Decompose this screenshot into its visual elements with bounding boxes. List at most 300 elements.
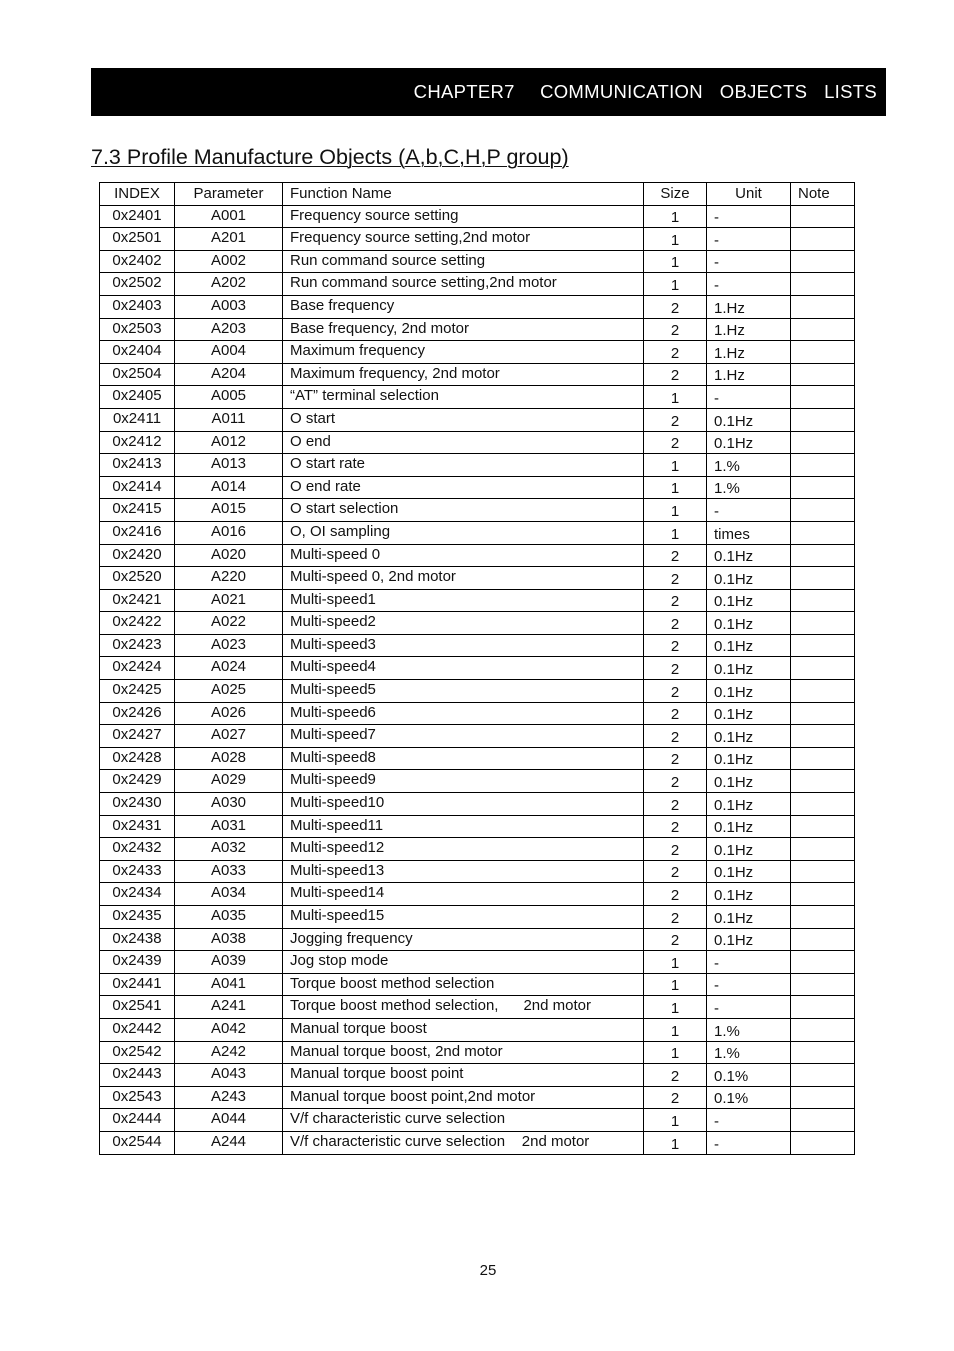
cell-size: 1 [644, 476, 707, 499]
table-row [100, 1018, 855, 1041]
cell-function-name: O, OI sampling [283, 521, 644, 544]
cell-parameter: A032 [175, 838, 283, 861]
cell-unit: 0.1Hz [707, 657, 791, 680]
table-row [100, 793, 855, 816]
cell-note [791, 951, 855, 974]
cell-index: 0x2402 [100, 250, 175, 273]
column-header-index: INDEX [100, 183, 175, 206]
table-row [100, 1086, 855, 1109]
cell-parameter: A220 [175, 567, 283, 590]
cell-size: 2 [644, 725, 707, 748]
cell-parameter: A003 [175, 295, 283, 318]
table-row [100, 544, 855, 567]
cell-note [791, 1086, 855, 1109]
cell-size: 1 [644, 386, 707, 409]
table-row [100, 408, 855, 431]
cell-function-name: Torque boost method selection, 2nd motor [283, 996, 644, 1019]
cell-note [791, 634, 855, 657]
cell-size: 2 [644, 838, 707, 861]
column-header-size: Size [644, 183, 707, 206]
cell-parameter: A038 [175, 928, 283, 951]
cell-note [791, 295, 855, 318]
table-row [100, 906, 855, 929]
cell-unit: 0.1Hz [707, 431, 791, 454]
cell-size: 2 [644, 341, 707, 364]
cell-size: 1 [644, 273, 707, 296]
cell-unit: 0.1Hz [707, 612, 791, 635]
cell-size: 1 [644, 454, 707, 477]
column-header-note: Note [791, 183, 855, 206]
cell-function-name: Multi-speed10 [283, 793, 644, 816]
cell-size: 1 [644, 973, 707, 996]
cell-function-name: Multi-speed5 [283, 680, 644, 703]
cell-parameter: A013 [175, 454, 283, 477]
cell-unit: times [707, 521, 791, 544]
cell-size: 1 [644, 1018, 707, 1041]
cell-index: 0x2421 [100, 589, 175, 612]
cell-size: 2 [644, 657, 707, 680]
table-row [100, 205, 855, 228]
cell-note [791, 228, 855, 251]
cell-note [791, 1041, 855, 1064]
cell-function-name: Jogging frequency [283, 928, 644, 951]
cell-index: 0x2428 [100, 747, 175, 770]
cell-function-name: Multi-speed14 [283, 883, 644, 906]
cell-parameter: A033 [175, 860, 283, 883]
cell-unit: 0.1Hz [707, 544, 791, 567]
cell-note [791, 318, 855, 341]
cell-function-name: Maximum frequency [283, 341, 644, 364]
table-row [100, 725, 855, 748]
cell-function-name: Frequency source setting,2nd motor [283, 228, 644, 251]
cell-parameter: A042 [175, 1018, 283, 1041]
cell-unit: - [707, 250, 791, 273]
column-header-function-name: Function Name [283, 183, 644, 206]
cell-size: 2 [644, 793, 707, 816]
cell-size: 2 [644, 544, 707, 567]
cell-note [791, 386, 855, 409]
cell-unit: 1.Hz [707, 363, 791, 386]
cell-note [791, 883, 855, 906]
table-row [100, 1131, 855, 1154]
cell-note [791, 702, 855, 725]
cell-note [791, 906, 855, 929]
cell-function-name: O end rate [283, 476, 644, 499]
cell-index: 0x2404 [100, 341, 175, 364]
cell-index: 0x2503 [100, 318, 175, 341]
cell-parameter: A242 [175, 1041, 283, 1064]
cell-function-name: V/f characteristic curve selection [283, 1109, 644, 1132]
cell-size: 2 [644, 318, 707, 341]
cell-index: 0x2427 [100, 725, 175, 748]
cell-unit: 0.1Hz [707, 770, 791, 793]
cell-function-name: Multi-speed9 [283, 770, 644, 793]
cell-size: 1 [644, 996, 707, 1019]
table-row [100, 680, 855, 703]
cell-unit: 0.1Hz [707, 589, 791, 612]
cell-index: 0x2420 [100, 544, 175, 567]
cell-index: 0x2438 [100, 928, 175, 951]
cell-function-name: “AT” terminal selection [283, 386, 644, 409]
table-row [100, 386, 855, 409]
cell-parameter: A024 [175, 657, 283, 680]
cell-index: 0x2441 [100, 973, 175, 996]
cell-function-name: O start [283, 408, 644, 431]
cell-unit: 0.1Hz [707, 906, 791, 929]
cell-parameter: A243 [175, 1086, 283, 1109]
cell-unit: 0.1Hz [707, 725, 791, 748]
cell-size: 2 [644, 860, 707, 883]
cell-unit: 0.1Hz [707, 567, 791, 590]
cell-size: 1 [644, 228, 707, 251]
cell-index: 0x2442 [100, 1018, 175, 1041]
cell-parameter: A016 [175, 521, 283, 544]
table-row [100, 951, 855, 974]
cell-index: 0x2504 [100, 363, 175, 386]
cell-unit: 0.1Hz [707, 702, 791, 725]
cell-parameter: A014 [175, 476, 283, 499]
cell-unit: - [707, 499, 791, 522]
table-row [100, 1109, 855, 1132]
cell-parameter: A002 [175, 250, 283, 273]
cell-index: 0x2541 [100, 996, 175, 1019]
cell-size: 2 [644, 747, 707, 770]
table-row [100, 838, 855, 861]
cell-size: 1 [644, 250, 707, 273]
cell-index: 0x2435 [100, 906, 175, 929]
cell-parameter: A025 [175, 680, 283, 703]
cell-index: 0x2411 [100, 408, 175, 431]
chapter-header-bar [91, 68, 886, 116]
cell-unit: 0.1% [707, 1086, 791, 1109]
cell-index: 0x2403 [100, 295, 175, 318]
table-row [100, 499, 855, 522]
cell-note [791, 589, 855, 612]
cell-parameter: A001 [175, 205, 283, 228]
cell-parameter: A044 [175, 1109, 283, 1132]
cell-note [791, 680, 855, 703]
cell-parameter: A011 [175, 408, 283, 431]
cell-note [791, 747, 855, 770]
table-row [100, 431, 855, 454]
cell-parameter: A034 [175, 883, 283, 906]
column-header-unit: Unit [707, 183, 791, 206]
cell-size: 2 [644, 612, 707, 635]
table-row [100, 521, 855, 544]
cell-unit: - [707, 205, 791, 228]
table-row [100, 589, 855, 612]
cell-size: 1 [644, 1131, 707, 1154]
cell-unit: 1.Hz [707, 341, 791, 364]
cell-function-name: Base frequency [283, 295, 644, 318]
cell-function-name: Multi-speed13 [283, 860, 644, 883]
cell-function-name: O start rate [283, 454, 644, 477]
cell-function-name: Manual torque boost point [283, 1064, 644, 1087]
cell-size: 2 [644, 1064, 707, 1087]
cell-index: 0x2425 [100, 680, 175, 703]
cell-function-name: Multi-speed3 [283, 634, 644, 657]
cell-unit: 1.% [707, 1041, 791, 1064]
cell-index: 0x2416 [100, 521, 175, 544]
cell-note [791, 454, 855, 477]
cell-parameter: A028 [175, 747, 283, 770]
table-row [100, 747, 855, 770]
cell-unit: 0.1% [707, 1064, 791, 1087]
table-row [100, 341, 855, 364]
cell-index: 0x2520 [100, 567, 175, 590]
cell-unit: 0.1Hz [707, 928, 791, 951]
cell-unit: 1.% [707, 1018, 791, 1041]
cell-size: 2 [644, 589, 707, 612]
cell-note [791, 815, 855, 838]
cell-function-name: Multi-speed12 [283, 838, 644, 861]
cell-index: 0x2443 [100, 1064, 175, 1087]
cell-unit: - [707, 951, 791, 974]
cell-size: 2 [644, 408, 707, 431]
cell-index: 0x2412 [100, 431, 175, 454]
cell-index: 0x2433 [100, 860, 175, 883]
cell-unit: - [707, 996, 791, 1019]
cell-parameter: A039 [175, 951, 283, 974]
cell-unit: - [707, 228, 791, 251]
cell-parameter: A204 [175, 363, 283, 386]
table-row [100, 273, 855, 296]
cell-index: 0x2543 [100, 1086, 175, 1109]
cell-index: 0x2423 [100, 634, 175, 657]
chapter-title: CHAPTER7 COMMUNICATION OBJECTS LISTS [413, 81, 877, 102]
cell-parameter: A031 [175, 815, 283, 838]
cell-size: 1 [644, 1041, 707, 1064]
cell-note [791, 725, 855, 748]
cell-index: 0x2426 [100, 702, 175, 725]
cell-note [791, 928, 855, 951]
cell-index: 0x2502 [100, 273, 175, 296]
cell-unit: 1.% [707, 454, 791, 477]
cell-function-name: Manual torque boost, 2nd motor [283, 1041, 644, 1064]
cell-note [791, 273, 855, 296]
cell-size: 2 [644, 815, 707, 838]
cell-function-name: Run command source setting,2nd motor [283, 273, 644, 296]
cell-function-name: Manual torque boost point,2nd motor [283, 1086, 644, 1109]
cell-size: 2 [644, 680, 707, 703]
table-row [100, 363, 855, 386]
table-row [100, 476, 855, 499]
cell-note [791, 408, 855, 431]
cell-note [791, 770, 855, 793]
table-row [100, 612, 855, 635]
cell-index: 0x2422 [100, 612, 175, 635]
cell-parameter: A043 [175, 1064, 283, 1087]
cell-size: 2 [644, 295, 707, 318]
cell-note [791, 205, 855, 228]
cell-size: 2 [644, 567, 707, 590]
table-row [100, 295, 855, 318]
cell-index: 0x2430 [100, 793, 175, 816]
cell-parameter: A030 [175, 793, 283, 816]
table-body [100, 205, 855, 1154]
cell-parameter: A022 [175, 612, 283, 635]
cell-unit: 0.1Hz [707, 747, 791, 770]
cell-function-name: O end [283, 431, 644, 454]
cell-function-name: Multi-speed 0 [283, 544, 644, 567]
cell-note [791, 567, 855, 590]
table-row [100, 454, 855, 477]
table-row [100, 996, 855, 1019]
cell-parameter: A201 [175, 228, 283, 251]
cell-function-name: Torque boost method selection [283, 973, 644, 996]
cell-unit: 0.1Hz [707, 408, 791, 431]
cell-unit: - [707, 386, 791, 409]
cell-parameter: A023 [175, 634, 283, 657]
table-row [100, 702, 855, 725]
cell-function-name: Multi-speed 0, 2nd motor [283, 567, 644, 590]
cell-parameter: A015 [175, 499, 283, 522]
cell-index: 0x2431 [100, 815, 175, 838]
table-row [100, 973, 855, 996]
section-title: 7.3 Profile Manufacture Objects (A,b,C,H,P group) [91, 145, 569, 169]
cell-function-name: Manual torque boost [283, 1018, 644, 1041]
cell-note [791, 476, 855, 499]
table-header-row [100, 183, 855, 206]
cell-note [791, 1064, 855, 1087]
cell-parameter: A244 [175, 1131, 283, 1154]
cell-function-name: O start selection [283, 499, 644, 522]
table-row [100, 1041, 855, 1064]
cell-size: 2 [644, 1086, 707, 1109]
cell-index: 0x2501 [100, 228, 175, 251]
table-row [100, 928, 855, 951]
cell-unit: 0.1Hz [707, 634, 791, 657]
table-row [100, 860, 855, 883]
cell-unit: 1.Hz [707, 295, 791, 318]
cell-function-name: Frequency source setting [283, 205, 644, 228]
cell-parameter: A035 [175, 906, 283, 929]
cell-parameter: A012 [175, 431, 283, 454]
cell-index: 0x2413 [100, 454, 175, 477]
cell-unit: 0.1Hz [707, 860, 791, 883]
cell-index: 0x2414 [100, 476, 175, 499]
cell-note [791, 499, 855, 522]
cell-unit: 1.Hz [707, 318, 791, 341]
cell-function-name: Multi-speed15 [283, 906, 644, 929]
cell-note [791, 431, 855, 454]
cell-index: 0x2544 [100, 1131, 175, 1154]
table-row [100, 228, 855, 251]
table-row [100, 567, 855, 590]
cell-size: 2 [644, 702, 707, 725]
cell-index: 0x2434 [100, 883, 175, 906]
cell-size: 2 [644, 906, 707, 929]
page-number: 25 [479, 1262, 497, 1279]
cell-index: 0x2405 [100, 386, 175, 409]
cell-function-name: Multi-speed1 [283, 589, 644, 612]
cell-index: 0x2429 [100, 770, 175, 793]
cell-note [791, 973, 855, 996]
table-row [100, 657, 855, 680]
table-row [100, 1064, 855, 1087]
cell-parameter: A203 [175, 318, 283, 341]
cell-note [791, 1018, 855, 1041]
table-row [100, 815, 855, 838]
cell-unit: - [707, 1109, 791, 1132]
cell-size: 1 [644, 951, 707, 974]
cell-function-name: Maximum frequency, 2nd motor [283, 363, 644, 386]
cell-note [791, 612, 855, 635]
cell-function-name: Multi-speed4 [283, 657, 644, 680]
cell-note [791, 838, 855, 861]
cell-index: 0x2401 [100, 205, 175, 228]
cell-parameter: A027 [175, 725, 283, 748]
cell-size: 2 [644, 928, 707, 951]
cell-note [791, 657, 855, 680]
cell-function-name: Multi-speed7 [283, 725, 644, 748]
cell-unit: 0.1Hz [707, 838, 791, 861]
cell-parameter: A020 [175, 544, 283, 567]
cell-size: 2 [644, 770, 707, 793]
cell-note [791, 1131, 855, 1154]
cell-function-name: Jog stop mode [283, 951, 644, 974]
cell-note [791, 860, 855, 883]
cell-size: 1 [644, 205, 707, 228]
cell-size: 1 [644, 521, 707, 544]
cell-unit: 0.1Hz [707, 680, 791, 703]
cell-function-name: Multi-speed11 [283, 815, 644, 838]
cell-note [791, 544, 855, 567]
cell-parameter: A041 [175, 973, 283, 996]
cell-index: 0x2542 [100, 1041, 175, 1064]
cell-unit: 0.1Hz [707, 793, 791, 816]
cell-size: 2 [644, 363, 707, 386]
cell-unit: - [707, 273, 791, 296]
cell-function-name: V/f characteristic curve selection 2nd motor [283, 1131, 644, 1154]
cell-parameter: A026 [175, 702, 283, 725]
objects-table [99, 182, 855, 1155]
cell-parameter: A004 [175, 341, 283, 364]
cell-note [791, 996, 855, 1019]
cell-unit: - [707, 973, 791, 996]
cell-index: 0x2444 [100, 1109, 175, 1132]
cell-unit: 1.% [707, 476, 791, 499]
cell-parameter: A029 [175, 770, 283, 793]
cell-index: 0x2439 [100, 951, 175, 974]
table-row [100, 318, 855, 341]
cell-note [791, 521, 855, 544]
cell-unit: 0.1Hz [707, 883, 791, 906]
cell-function-name: Multi-speed6 [283, 702, 644, 725]
table-row [100, 883, 855, 906]
cell-note [791, 250, 855, 273]
cell-parameter: A241 [175, 996, 283, 1019]
cell-index: 0x2432 [100, 838, 175, 861]
table-row [100, 250, 855, 273]
cell-parameter: A202 [175, 273, 283, 296]
cell-note [791, 1109, 855, 1132]
cell-size: 2 [644, 634, 707, 657]
cell-size: 1 [644, 1109, 707, 1132]
table-row [100, 770, 855, 793]
cell-unit: 0.1Hz [707, 815, 791, 838]
cell-note [791, 793, 855, 816]
cell-function-name: Multi-speed2 [283, 612, 644, 635]
cell-parameter: A005 [175, 386, 283, 409]
cell-parameter: A021 [175, 589, 283, 612]
cell-index: 0x2424 [100, 657, 175, 680]
cell-function-name: Base frequency, 2nd motor [283, 318, 644, 341]
table-row [100, 634, 855, 657]
cell-unit: - [707, 1131, 791, 1154]
cell-size: 2 [644, 431, 707, 454]
cell-size: 2 [644, 883, 707, 906]
